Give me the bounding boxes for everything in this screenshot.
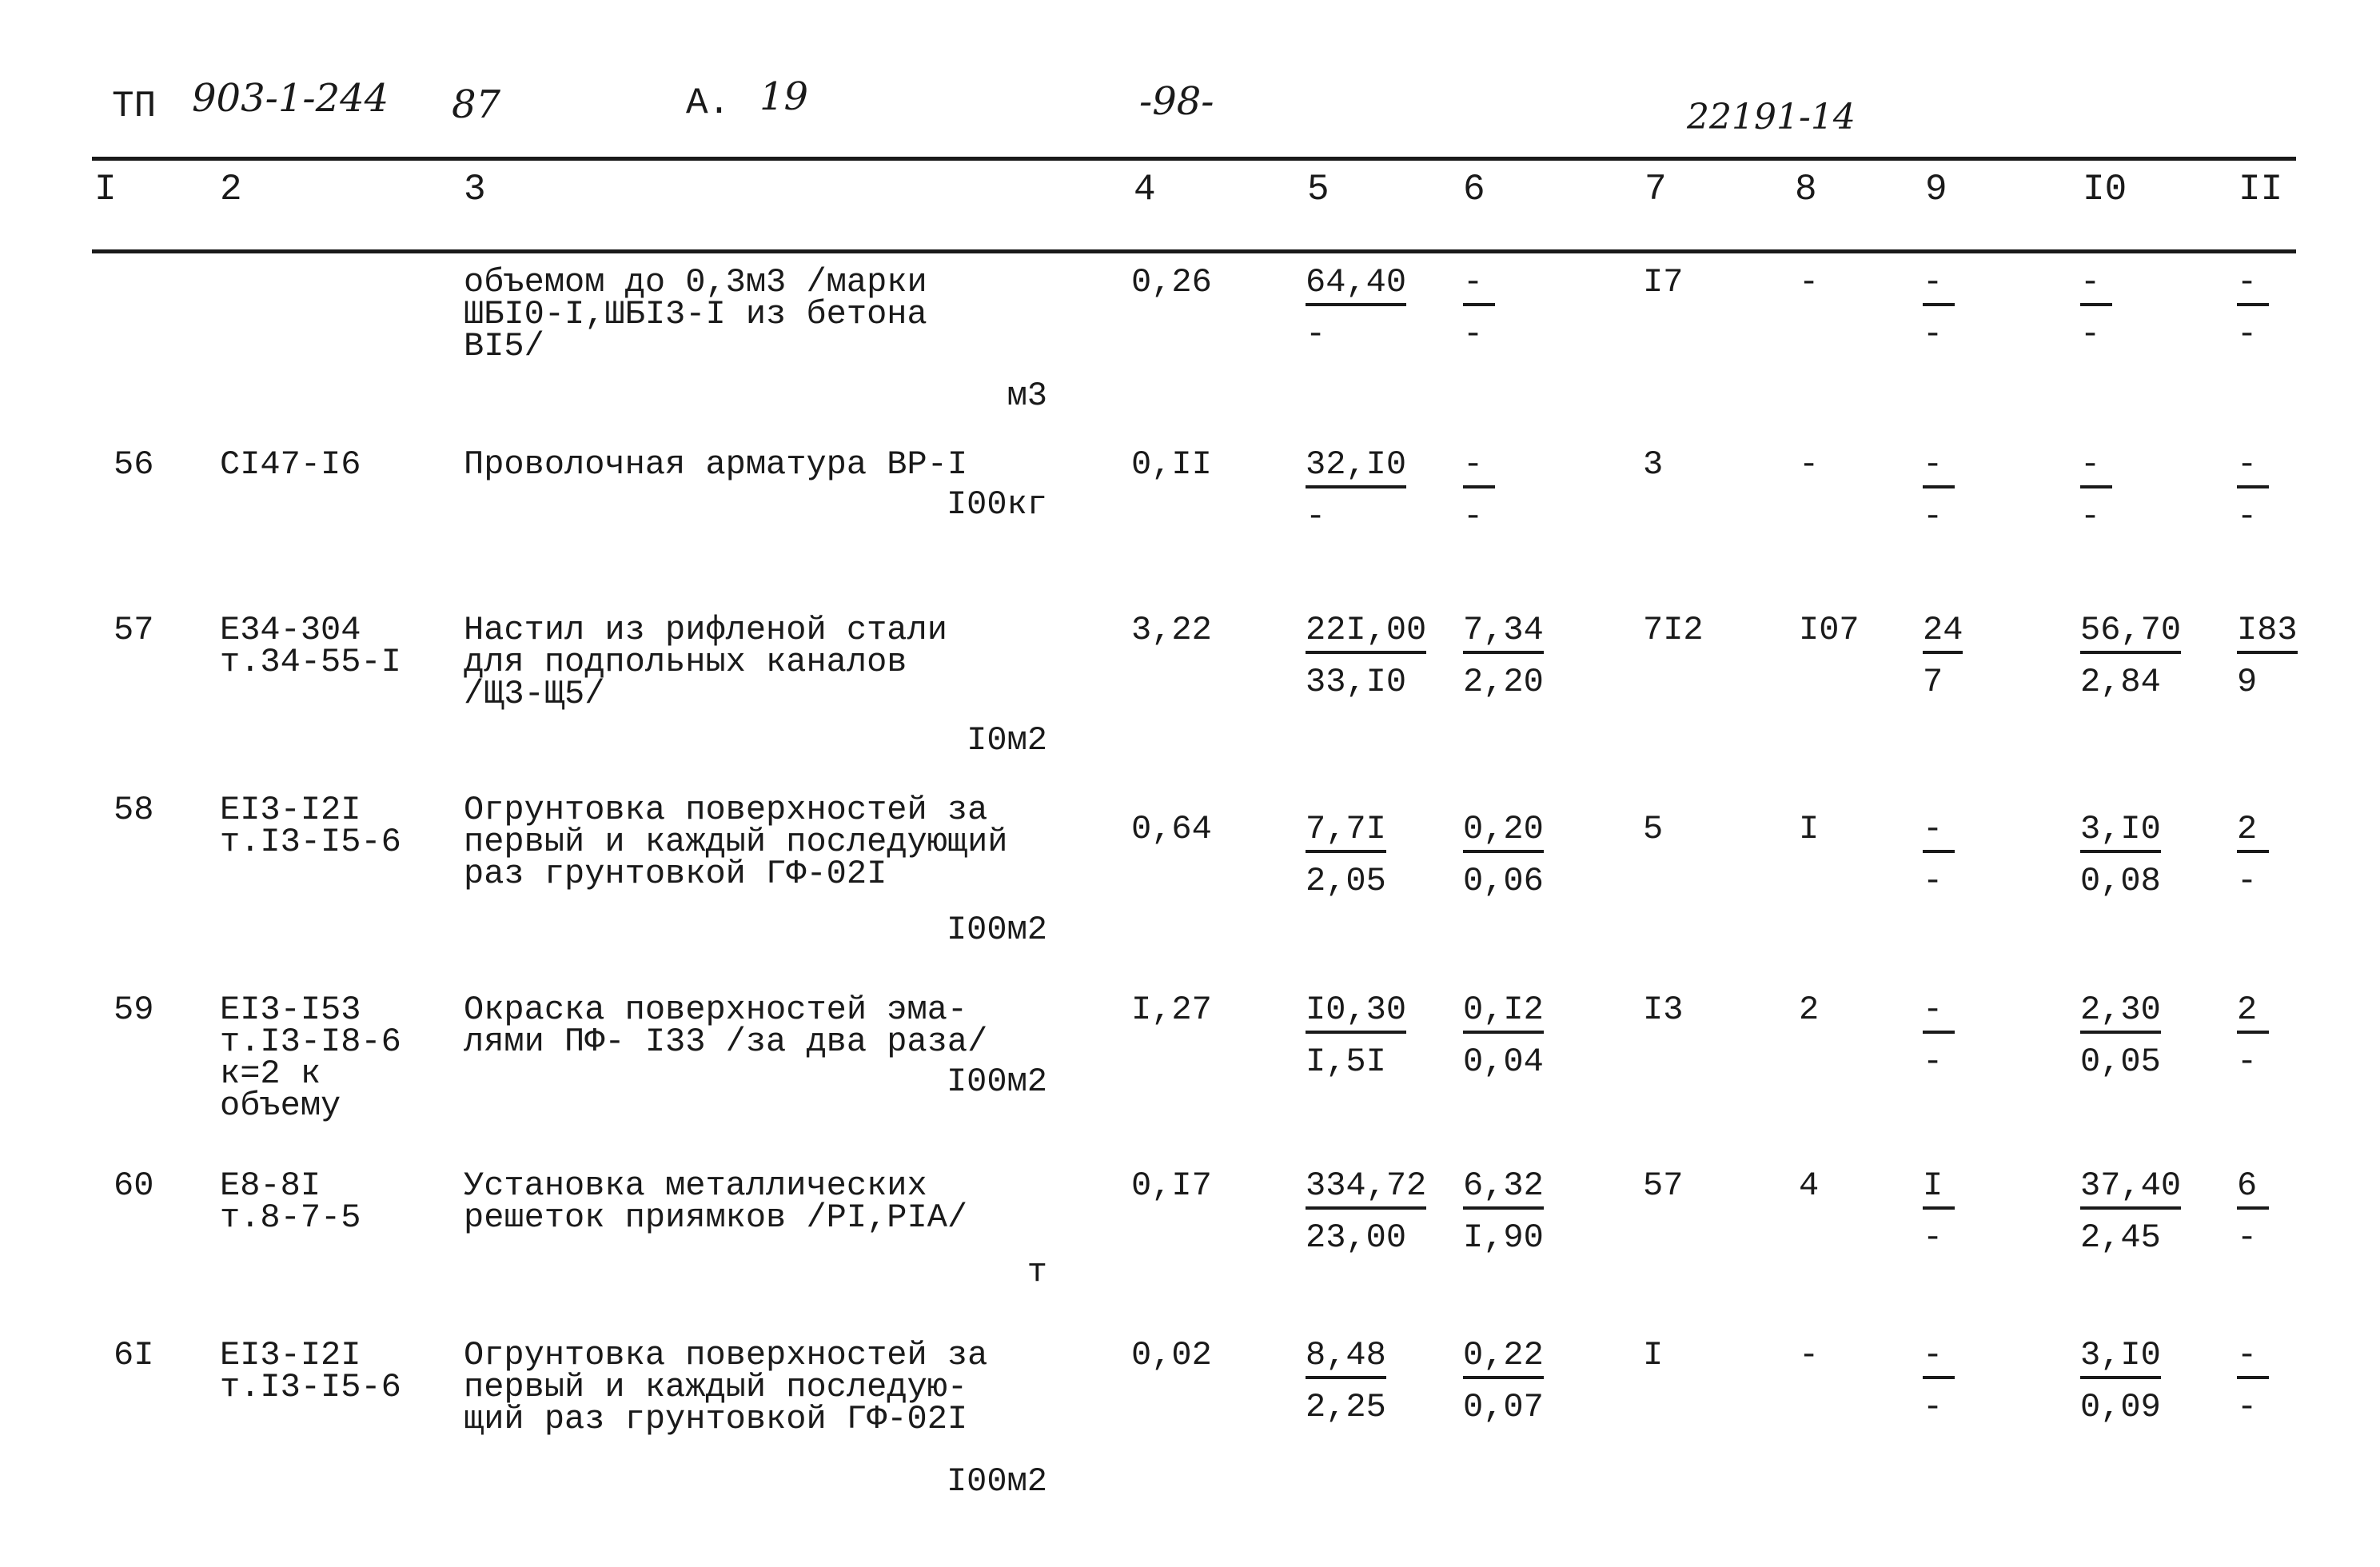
work-description: Огрунтовка поверхностей за [464, 791, 988, 829]
norm-code: т.I3-I5-6 [220, 823, 401, 861]
unit-of-measure: I0м2 [967, 721, 1047, 760]
norm-code: т.34-55-I [220, 643, 401, 681]
header-rule-bottom [92, 249, 2296, 253]
value-c8: I07 [1799, 611, 1860, 649]
unit-of-measure: м3 [1007, 377, 1047, 415]
work-description: лями ПФ- I33 /за два раза/ [464, 1023, 988, 1061]
denominator: 33,I0 [1306, 663, 1407, 701]
denominator: - [2237, 862, 2258, 900]
numerator: 64,40 [1306, 264, 1406, 306]
value-c11 [2237, 1167, 2357, 1256]
work-description: Проволочная арматура ВР-I [464, 445, 968, 484]
value-c7: 5 [1643, 810, 1664, 848]
value-c10 [2080, 991, 2200, 1080]
numerator: 37,40 [2080, 1167, 2181, 1210]
value-c8: - [1799, 445, 1820, 484]
value-c11 [2237, 446, 2357, 535]
column-header: 9 [1925, 169, 1947, 210]
numerator: - [1923, 446, 1955, 488]
denominator: - [1306, 315, 1326, 353]
denominator: - [2080, 497, 2101, 536]
norm-code: CI47-I6 [220, 445, 361, 484]
value-c8: 2 [1799, 991, 1820, 1029]
numerator: 6 [2237, 1167, 2269, 1210]
column-header: 4 [1134, 169, 1156, 210]
denominator: - [1923, 1043, 1943, 1081]
numerator: 22I,00 [1306, 612, 1426, 654]
numerator: 24 [1923, 612, 1963, 654]
value-c6 [1463, 991, 1583, 1080]
denominator: 9 [2237, 663, 2258, 701]
norm-code: объему [220, 1087, 341, 1125]
value-c5 [1306, 1167, 1425, 1256]
work-description: Огрунтовка поверхностей за [464, 1336, 988, 1374]
value-c7: I [1643, 1336, 1664, 1374]
denominator: 0,06 [1463, 862, 1544, 900]
work-description: первый и каждый последующий [464, 823, 1008, 861]
quantity: 0,26 [1131, 263, 1212, 301]
denominator: - [2237, 1388, 2258, 1426]
value-c11 [2237, 264, 2357, 353]
value-c8: 4 [1799, 1166, 1820, 1205]
value-c6 [1463, 1167, 1583, 1256]
quantity: I,27 [1131, 991, 1212, 1029]
denominator: - [1923, 1388, 1943, 1426]
numerator: 56,70 [2080, 612, 2181, 654]
work-description: решеток приямков /PI,PIA/ [464, 1198, 968, 1237]
value-c10 [2080, 612, 2200, 700]
value-c9 [1923, 991, 2043, 1080]
row-number: 57 [114, 611, 154, 649]
denominator: 2,84 [2080, 663, 2161, 701]
work-description: ШБI0-I,ШБI3-I из бетона [464, 295, 927, 333]
tp-label: ТП [112, 86, 157, 127]
value-c7: I7 [1643, 263, 1684, 301]
denominator: - [1923, 862, 1943, 900]
work-description: щий раз грунтовкой ГФ-02I [464, 1400, 968, 1438]
value-c6 [1463, 264, 1583, 353]
work-description: BI5/ [464, 327, 544, 365]
value-c7: 57 [1643, 1166, 1684, 1205]
numerator: 7,34 [1463, 612, 1544, 654]
numerator: 0,20 [1463, 811, 1544, 853]
norm-code: т.I3-I8-6 [220, 1023, 401, 1061]
numerator: 3,I0 [2080, 1337, 2161, 1379]
norm-code: EI3-I2I [220, 1336, 361, 1374]
denominator: 23,00 [1306, 1218, 1407, 1257]
work-description: раз грунтовкой ГФ-02I [464, 855, 887, 893]
numerator: 7,7I [1306, 811, 1386, 853]
column-header: 3 [464, 169, 486, 210]
denominator: - [1923, 1218, 1943, 1257]
document-year: 87 [452, 82, 501, 127]
column-header: 8 [1795, 169, 1817, 210]
denominator: - [1923, 315, 1943, 353]
numerator: - [2080, 446, 2112, 488]
work-description: /Щ3-Щ5/ [464, 675, 605, 713]
work-description: Окраска поверхностей эма- [464, 991, 968, 1029]
value-c7: I3 [1643, 991, 1684, 1029]
numerator: - [1923, 991, 1955, 1034]
row-number: 56 [114, 445, 154, 484]
value-c9 [1923, 1337, 2043, 1425]
row-number: 59 [114, 991, 154, 1029]
work-description: для подпольных каналов [464, 643, 907, 681]
norm-code: EI3-I2I [220, 791, 361, 829]
unit-of-measure: т [1027, 1253, 1047, 1291]
unit-of-measure: I00м2 [946, 1462, 1047, 1501]
value-c6 [1463, 612, 1583, 700]
value-c11 [2237, 612, 2357, 700]
denominator: 0,07 [1463, 1388, 1544, 1426]
denominator: - [1923, 497, 1943, 536]
numerator: - [2237, 446, 2269, 488]
denominator: - [2237, 1043, 2258, 1081]
value-c11 [2237, 811, 2357, 899]
denominator: 2,05 [1306, 862, 1386, 900]
value-c10 [2080, 1167, 2200, 1256]
denominator: 2,25 [1306, 1388, 1386, 1426]
denominator: - [2237, 315, 2258, 353]
work-description: Настил из рифленой стали [464, 611, 947, 649]
value-c10 [2080, 811, 2200, 899]
numerator: - [2237, 264, 2269, 306]
value-c5 [1306, 612, 1425, 700]
denominator: - [1306, 497, 1326, 536]
numerator: 0,22 [1463, 1337, 1544, 1379]
denominator: 0,09 [2080, 1388, 2161, 1426]
value-c9 [1923, 446, 2043, 535]
work-description: объемом до 0,3м3 /марки [464, 263, 927, 301]
denominator: - [2237, 1218, 2258, 1257]
numerator: - [1463, 264, 1495, 306]
quantity: 0,02 [1131, 1336, 1212, 1374]
quantity: 3,22 [1131, 611, 1212, 649]
work-description: первый и каждый последую- [464, 1368, 968, 1406]
unit-of-measure: I00м2 [946, 1063, 1047, 1101]
denominator: - [2237, 497, 2258, 536]
denominator: 2,20 [1463, 663, 1544, 701]
album-prefix: А. [686, 82, 731, 124]
value-c7: 7I2 [1643, 611, 1704, 649]
sheet-number: 22191-14 [1687, 97, 1856, 138]
numerator: 3,I0 [2080, 811, 2161, 853]
value-c5 [1306, 446, 1425, 535]
value-c6 [1463, 1337, 1583, 1425]
numerator: 8,48 [1306, 1337, 1386, 1379]
denominator: I,5I [1306, 1043, 1386, 1081]
value-c5 [1306, 811, 1425, 899]
row-number: 58 [114, 791, 154, 829]
quantity: 0,II [1131, 445, 1212, 484]
value-c8: - [1799, 263, 1820, 301]
denominator: 7 [1923, 663, 1943, 701]
norm-code: E8-8I [220, 1166, 321, 1205]
document-code: 903-1-244 [192, 76, 389, 121]
norm-code: E34-304 [220, 611, 361, 649]
column-header: II [2238, 169, 2283, 210]
header-rule-top [92, 157, 2296, 161]
column-header: I0 [2083, 169, 2127, 210]
numerator: - [1463, 446, 1495, 488]
denominator: 0,05 [2080, 1043, 2161, 1081]
denominator: - [2080, 315, 2101, 353]
unit-of-measure: I00м2 [946, 911, 1047, 949]
numerator: I83 [2237, 612, 2298, 654]
value-c11 [2237, 991, 2357, 1080]
denominator: 0,08 [2080, 862, 2161, 900]
denominator: 0,04 [1463, 1043, 1544, 1081]
norm-code: т.8-7-5 [220, 1198, 361, 1237]
column-header: 6 [1463, 169, 1485, 210]
column-header: I [94, 169, 117, 210]
numerator: 334,72 [1306, 1167, 1426, 1210]
value-c10 [2080, 264, 2200, 353]
work-description: Установка металлических [464, 1166, 927, 1205]
denominator: - [1463, 497, 1484, 536]
numerator: I [1923, 1167, 1955, 1210]
numerator: 2 [2237, 991, 2269, 1034]
value-c6 [1463, 811, 1583, 899]
quantity: 0,64 [1131, 810, 1212, 848]
numerator: 2,30 [2080, 991, 2161, 1034]
value-c8: I [1799, 810, 1820, 848]
column-header: 2 [220, 169, 242, 210]
denominator: 2,45 [2080, 1218, 2161, 1257]
numerator: - [1923, 264, 1955, 306]
value-c9 [1923, 1167, 2043, 1256]
column-header: 5 [1307, 169, 1330, 210]
numerator: 0,I2 [1463, 991, 1544, 1034]
denominator: - [1463, 315, 1484, 353]
row-number: 6I [114, 1336, 154, 1374]
value-c5 [1306, 1337, 1425, 1425]
denominator: I,90 [1463, 1218, 1544, 1257]
value-c6 [1463, 446, 1583, 535]
numerator: - [2237, 1337, 2269, 1379]
row-number: 60 [114, 1166, 154, 1205]
value-c9 [1923, 811, 2043, 899]
value-c7: 3 [1643, 445, 1664, 484]
norm-code: к=2 к [220, 1055, 321, 1093]
unit-of-measure: I00кг [946, 485, 1047, 524]
value-c5 [1306, 991, 1425, 1080]
value-c11 [2237, 1337, 2357, 1425]
numerator: - [2080, 264, 2112, 306]
norm-code: т.I3-I5-6 [220, 1368, 401, 1406]
numerator: 32,I0 [1306, 446, 1406, 488]
column-header: 7 [1644, 169, 1667, 210]
numerator: 6,32 [1463, 1167, 1544, 1210]
numerator: - [1923, 811, 1955, 853]
page-number: -98- [1139, 79, 1214, 124]
value-c10 [2080, 1337, 2200, 1425]
value-c9 [1923, 264, 2043, 353]
quantity: 0,I7 [1131, 1166, 1212, 1205]
numerator: I0,30 [1306, 991, 1406, 1034]
value-c10 [2080, 446, 2200, 535]
numerator: 2 [2237, 811, 2269, 853]
norm-code: EI3-I53 [220, 991, 361, 1029]
value-c9 [1923, 612, 2043, 700]
numerator: - [1923, 1337, 1955, 1379]
value-c8: - [1799, 1336, 1820, 1374]
album-number: 19 [759, 74, 809, 119]
value-c5 [1306, 264, 1425, 353]
